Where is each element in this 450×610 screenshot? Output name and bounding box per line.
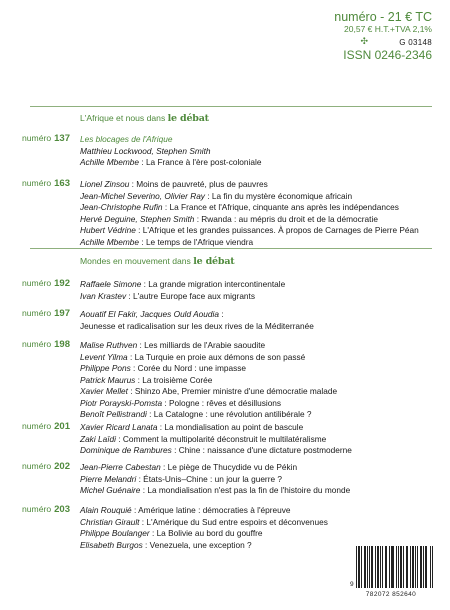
article-line <box>80 398 281 408</box>
issue-number: numéro 192 <box>22 278 70 289</box>
product-code: G 03148 <box>399 38 432 47</box>
article-author: Dominique de Rambures <box>80 445 172 455</box>
article-title: : L'Amérique du Sud entre espoirs et déconvenues <box>139 516 328 527</box>
article-title: : La troisième Corée <box>135 374 213 385</box>
article-title: : Moins de pauvreté, plus de pauvres <box>129 179 268 189</box>
article-line <box>80 528 263 538</box>
article-author: Hervé Deguine, Stephen Smith <box>80 213 195 224</box>
price-main: numéro - 21 € TC <box>334 10 432 24</box>
article-line <box>80 375 212 385</box>
article-author: Jean-Pierre Cabestan <box>80 462 161 472</box>
issue-number: numéro 137 <box>22 133 70 144</box>
section-heading-afrique: L'Afrique et nous dans le débat <box>80 113 209 124</box>
article-author: Matthieu Lockwood, Stephen Smith <box>80 145 211 156</box>
article-author: Alain Rouquié <box>80 505 132 515</box>
article-title: Jeunesse et radicalisation sur les deux rives de la Méditerranée <box>80 320 314 331</box>
article-title: : La fin du mystère économique africain <box>204 190 353 201</box>
price-sub: 20,57 € H.T.+TVA 2,1% <box>344 24 432 34</box>
article-title: : La mondialisation au point de bascule <box>157 422 304 432</box>
article-title: : La France et l'Afrique, cinquante ans après les indépendances <box>162 202 399 212</box>
article-line <box>80 363 246 373</box>
article-author: Christian Girault <box>80 516 140 527</box>
article-author: Jean-Christophe Rufin <box>80 202 163 212</box>
article-line <box>80 146 211 156</box>
article-line <box>80 445 352 455</box>
article-line <box>80 434 326 444</box>
article-author: Piotr Porayski-Pomsta <box>80 397 163 408</box>
article-line <box>80 157 261 167</box>
issue-number: numéro 197 <box>22 308 70 319</box>
article-line <box>80 422 303 432</box>
article-author: Aouatif El Fakir, Jacques Ould Aoudia <box>80 309 219 319</box>
issue-number: numéro 201 <box>22 421 70 432</box>
article-title: : <box>218 309 224 319</box>
article-line <box>80 321 314 331</box>
divider-1 <box>30 106 432 107</box>
article-line <box>80 517 328 527</box>
article-title: : L'autre Europe face aux migrants <box>126 290 255 301</box>
article-title: : Rwanda : au mépris du droit et de la démocratie <box>194 213 378 224</box>
issue-number: numéro 163 <box>22 178 70 189</box>
article-title: : Venezuela, une exception ? <box>142 539 252 550</box>
article-author: Ivan Krastev <box>80 290 127 301</box>
article-line <box>80 179 268 189</box>
article-line <box>80 340 265 350</box>
article-author: Zaki Laïdi <box>80 433 116 444</box>
article-line <box>80 237 253 247</box>
article-line <box>80 191 352 201</box>
article-title: : États-Unis–Chine : un jour la guerre ? <box>136 473 282 484</box>
article-author: Elisabeth Burgos <box>80 539 143 550</box>
article-title: : Le temps de l'Afrique viendra <box>139 236 254 247</box>
article-title: : Pologne : rêves et désillusions <box>162 397 282 408</box>
article-title: : La mondialisation n'est pas la fin de l'histoire du monde <box>140 485 351 495</box>
article-author: Les blocages de l'Afrique <box>80 134 173 144</box>
article-title: : Amérique latine : démocraties à l'épreuve <box>131 505 291 515</box>
article-author: Xavier Ricard Lanata <box>80 422 158 432</box>
article-author: Pierre Melandri <box>80 473 137 484</box>
article-author: Michel Guénaire <box>80 485 141 495</box>
issue-number: numéro 198 <box>22 339 70 350</box>
article-author: Malise Ruthven <box>80 340 138 350</box>
article-line <box>80 279 285 289</box>
article-title: : Chine : naissance d'une dictature postmoderne <box>171 445 352 455</box>
barcode-bars <box>356 546 432 588</box>
article-author: Patrick Maurus <box>80 374 136 385</box>
article-line <box>80 485 350 495</box>
article-line <box>80 291 255 301</box>
article-line <box>80 409 312 419</box>
article-author: Philippe Pons <box>80 363 131 373</box>
article-author: Achille Mbembe <box>80 236 140 247</box>
barcode-digits: 782072 852640 <box>365 591 417 598</box>
section-heading-mondes: Mondes en mouvement dans le débat <box>80 256 235 267</box>
le-debat-logo: le débat <box>193 256 235 267</box>
article-title: : La Bolivie au bord du gouffre <box>149 528 263 538</box>
article-author: Hubert Védrine <box>80 225 136 235</box>
article-line <box>80 134 172 144</box>
article-title: : La Turquie en proie aux démons de son passé <box>127 351 306 362</box>
article-title: : L'Afrique et les grandes puissances. À propos de Carnages de Pierre Péan <box>135 225 419 235</box>
article-line <box>80 462 297 472</box>
article-line <box>80 505 291 515</box>
article-line <box>80 386 337 396</box>
article-title: : Les milliards de l'Arabie saoudite <box>137 340 266 350</box>
article-author: Xavier Mellet <box>80 386 128 396</box>
article-author: Lionel Zinsou <box>80 179 130 189</box>
article-title: : Corée du Nord : une impasse <box>130 363 247 373</box>
issue-number: numéro 202 <box>22 461 70 472</box>
publisher-mark-icon: ✣ <box>360 36 368 46</box>
article-title: : Comment la multipolarité déconstruit le multilatéralisme <box>115 433 327 444</box>
article-line <box>80 225 419 235</box>
article-line <box>80 309 224 319</box>
article-author: Philippe Boulanger <box>80 528 150 538</box>
article-title: : Le piège de Thucydide vu de Pékin <box>160 462 298 472</box>
issue-number: numéro 203 <box>22 504 70 515</box>
article-title: : Shinzo Abe, Premier ministre d'une démocratie malade <box>127 386 338 396</box>
article-line <box>80 214 378 224</box>
divider-2 <box>30 248 432 249</box>
article-author: Levent Yilma <box>80 351 128 362</box>
article-author: Achille Mbembe <box>80 157 140 167</box>
article-title: : La grande migration intercontinentale <box>141 279 286 289</box>
article-line <box>80 474 282 484</box>
issn: ISSN 0246-2346 <box>343 48 432 62</box>
article-author: Benoît Pellistrandi <box>80 409 147 419</box>
le-debat-logo: le débat <box>167 113 209 124</box>
article-line <box>80 202 399 212</box>
article-title: : La France à l'ère post-coloniale <box>139 157 262 167</box>
barcode: 9 782072 852640 <box>350 546 432 598</box>
article-line <box>80 352 305 362</box>
article-title: : La Catalogne : une révolution antilibérale ? <box>146 409 312 419</box>
article-author: Jean-Michel Severino, Olivier Ray <box>80 190 205 201</box>
article-line <box>80 540 252 550</box>
article-author: Raffaele Simone <box>80 279 142 289</box>
